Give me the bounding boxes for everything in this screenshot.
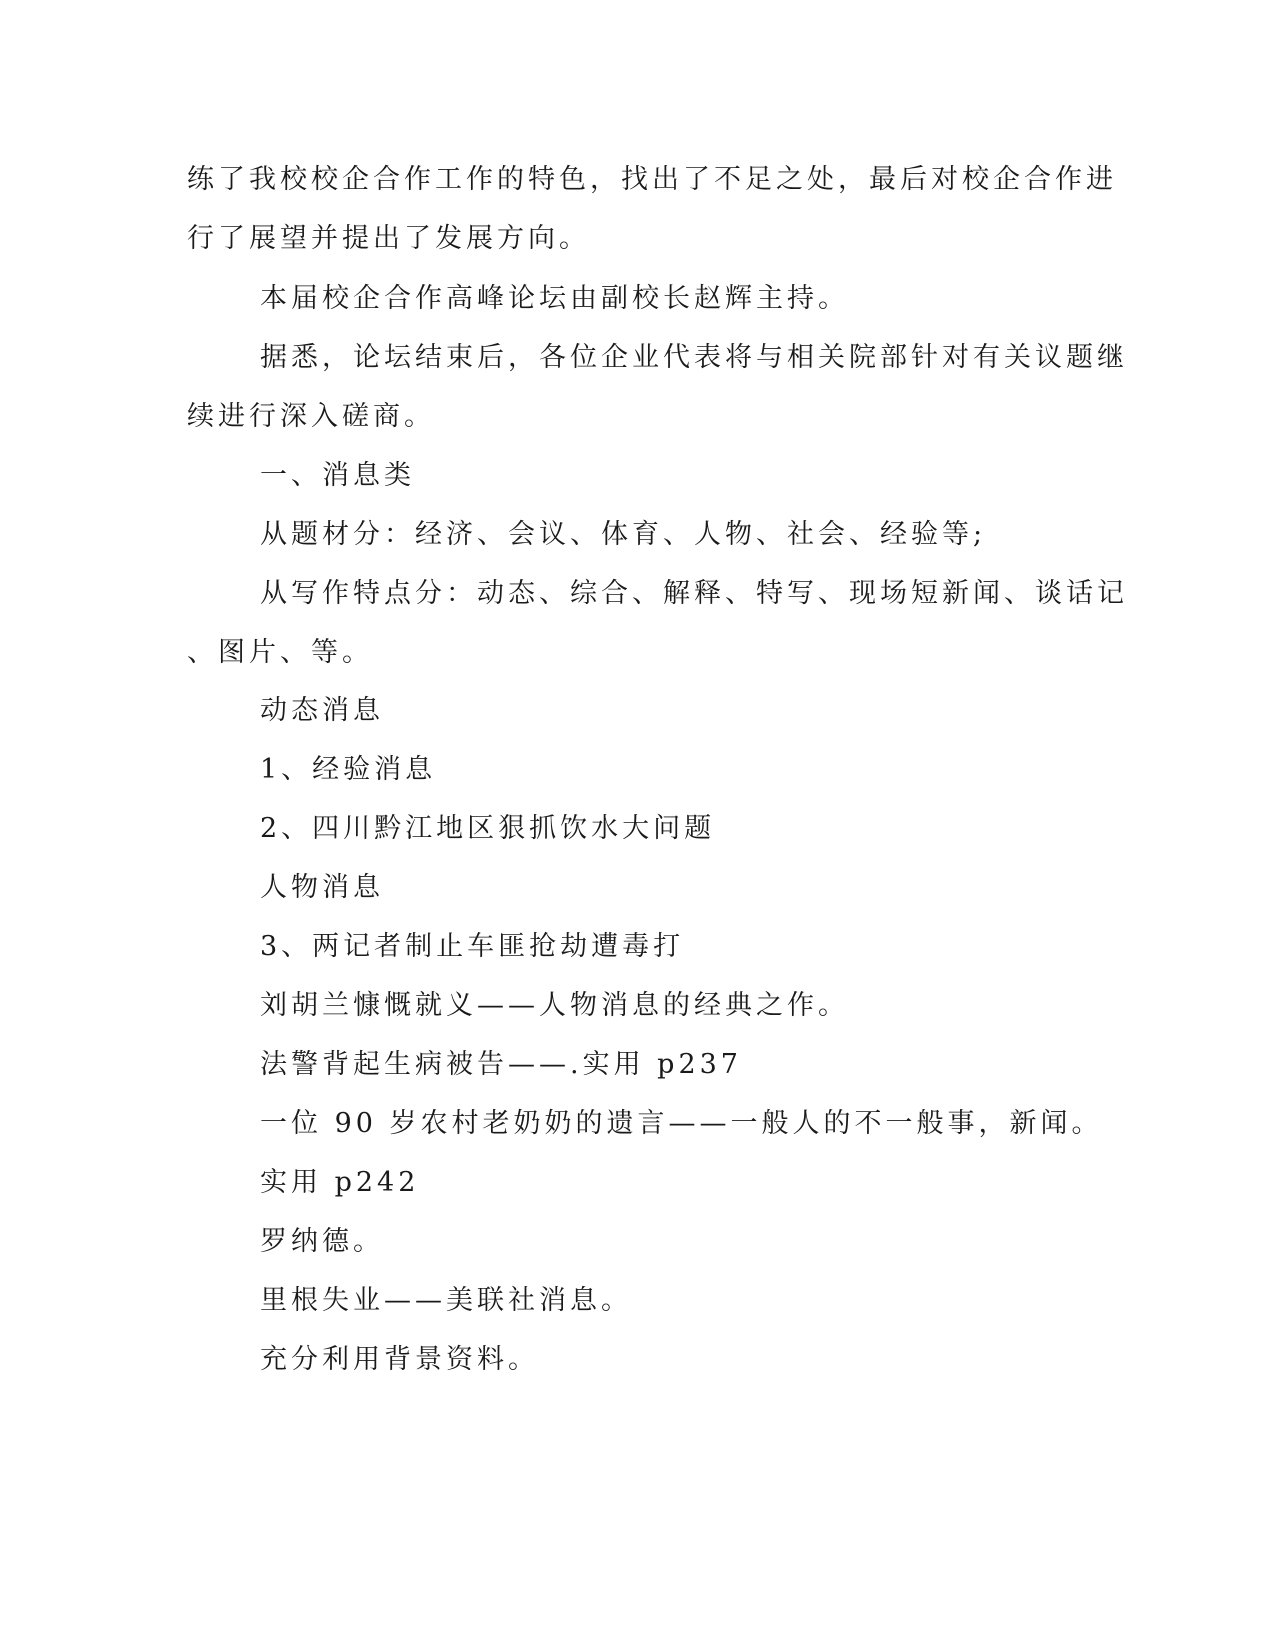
- paragraph-line: 罗纳德。: [260, 1226, 384, 1257]
- paragraph-line: 里根失业——美联社消息。: [260, 1285, 632, 1316]
- list-item: 2、四川黔江地区狠抓饮水大问题: [260, 813, 716, 844]
- paragraph-line: 从写作特点分：动态、综合、解释、特写、现场短新闻、谈话记: [260, 578, 1128, 609]
- paragraph-line: 练了我校校企合作工作的特色，找出了不足之处，最后对校企合作进: [187, 164, 1117, 195]
- paragraph-line: 续进行深入磋商。: [187, 401, 435, 432]
- subheading: 动态消息: [260, 695, 384, 726]
- paragraph-line: 法警背起生病被告——.实用 p237: [260, 1049, 742, 1080]
- paragraph-line: 本届校企合作高峰论坛由副校长赵辉主持。: [260, 283, 849, 314]
- paragraph-line: 充分利用背景资料。: [260, 1344, 539, 1375]
- paragraph-line: 一位 90 岁农村老奶奶的遗言——一般人的不一般事，新闻。: [260, 1108, 1103, 1139]
- list-item: 3、两记者制止车匪抢劫遭毒打: [260, 931, 685, 962]
- paragraph-line: 、图片、等。: [187, 637, 373, 668]
- paragraph-line: 从题材分：经济、会议、体育、人物、社会、经验等;: [260, 519, 987, 550]
- paragraph-line: 行了展望并提出了发展方向。: [187, 223, 590, 254]
- subheading: 人物消息: [260, 872, 384, 903]
- paragraph-line: 实用 p242: [260, 1167, 420, 1198]
- list-item: 1、经验消息: [260, 754, 437, 785]
- paragraph-line: 据悉，论坛结束后，各位企业代表将与相关院部针对有关议题继: [260, 342, 1128, 373]
- section-heading: 一、消息类: [260, 460, 415, 491]
- paragraph-line: 刘胡兰慷慨就义——人物消息的经典之作。: [260, 990, 849, 1021]
